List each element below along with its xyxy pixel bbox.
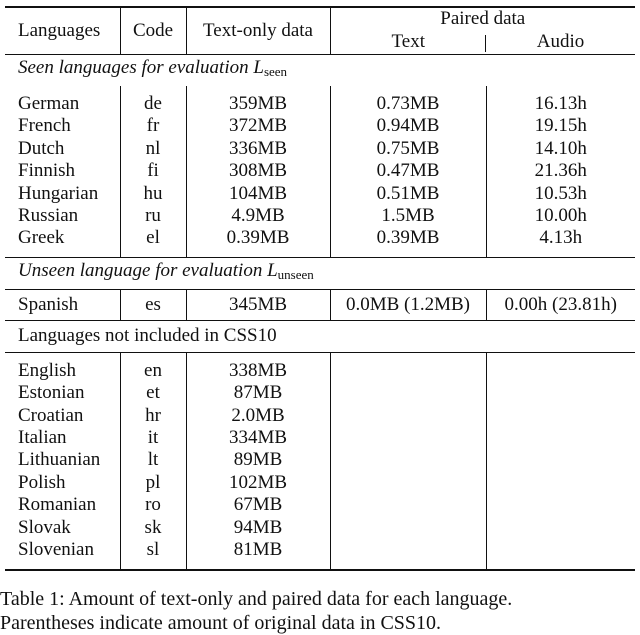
cell-code: et [120, 382, 186, 404]
spacer-cell [186, 86, 330, 93]
cell-code: ro [120, 494, 186, 516]
cell-paired-audio: 10.53h [534, 182, 587, 204]
cell-language: Russian [5, 205, 120, 227]
cell-paired-audio [486, 427, 635, 449]
cell-language: Finnish [5, 160, 120, 182]
cell-code: hr [120, 405, 186, 427]
row-spacer [5, 352, 635, 360]
cell-code: sk [120, 517, 186, 539]
cell-paired-audio: 14.10h [534, 137, 587, 159]
cell-code: fi [120, 160, 186, 182]
cell-paired-audio: 16.13h [534, 93, 587, 114]
table-row [5, 449, 635, 471]
spacer-cell [486, 250, 635, 258]
section-unseen [5, 257, 635, 289]
cell-paired-text [330, 539, 486, 561]
table-body [5, 7, 635, 570]
cell-text-only: 87MB [186, 382, 330, 404]
table-row [5, 115, 635, 137]
spacer-cell [120, 250, 186, 258]
cell-paired-text [330, 382, 486, 404]
header-row-1 [5, 7, 635, 31]
cell-paired-audio [486, 539, 635, 561]
table-row [5, 517, 635, 539]
cell-paired-text [330, 517, 486, 539]
cell-language: Estonian [5, 382, 120, 404]
cell-paired-text: 0.39MB [330, 227, 486, 249]
cell-paired-audio: 0.00h (23.81h) [504, 293, 617, 315]
spacer-cell [5, 250, 120, 258]
table-row [5, 539, 635, 561]
data-table [5, 6, 635, 571]
cell-paired-text [330, 360, 486, 382]
cell-language: Spanish [5, 289, 120, 320]
spacer-cell [486, 352, 635, 360]
cell-paired-text: 0.75MB [330, 138, 486, 160]
cell-language: Greek [5, 227, 120, 249]
cell-code: hu [120, 183, 186, 205]
spacer-cell [330, 86, 486, 93]
cell-language: Lithuanian [5, 449, 120, 471]
header-code: Code [120, 7, 186, 55]
section-seen [5, 55, 635, 87]
cell-paired-text: 0.73MB [330, 93, 486, 115]
table-row [5, 494, 635, 516]
cell-text-only: 67MB [186, 494, 330, 516]
caption-line-1: Table 1: Amount of text-only and paired data for each language. [0, 588, 513, 610]
spacer-cell [486, 86, 635, 93]
cell-text-only: 0.39MB [186, 227, 330, 249]
cell-text-only: 102MB [186, 472, 330, 494]
cell-paired-text: 0.51MB [330, 183, 486, 205]
header-text-only: Text-only data [186, 7, 330, 55]
cell-code: es [120, 289, 186, 320]
spacer-cell [5, 562, 120, 570]
cell-paired-audio [486, 382, 635, 404]
cell-paired-audio [486, 360, 635, 382]
cell-paired-audio [486, 405, 635, 427]
cell-text-only: 308MB [186, 160, 330, 182]
cell-paired-audio: 19.15h [534, 115, 587, 137]
cell-paired-audio: 10.00h [534, 205, 587, 227]
cell-paired-text [330, 427, 486, 449]
cell-paired-text: 0.47MB [330, 160, 486, 182]
cell-language: English [5, 360, 120, 382]
spacer-cell [186, 352, 330, 360]
spacer-cell [120, 86, 186, 93]
cell-text-only: 89MB [186, 449, 330, 471]
table-caption [0, 587, 640, 635]
cell-paired-audio [486, 494, 635, 516]
cell-code: nl [120, 138, 186, 160]
spacer-cell [486, 562, 635, 570]
cell-paired-audio [486, 449, 635, 471]
cell-text-only: 81MB [186, 539, 330, 561]
section-not-included-label: Languages not included in CSS10 [18, 325, 277, 347]
cell-text-only: 336MB [186, 138, 330, 160]
spacer-cell [120, 562, 186, 570]
table-row [5, 382, 635, 404]
cell-paired-audio [486, 472, 635, 494]
cell-text-only: 94MB [186, 517, 330, 539]
cell-language: Hungarian [5, 183, 120, 205]
cell-code: ru [120, 205, 186, 227]
cell-code: el [120, 227, 186, 249]
cell-text-only: 104MB [186, 183, 330, 205]
cell-language: Romanian [5, 494, 120, 516]
table-row [5, 360, 635, 382]
cell-code: it [120, 427, 186, 449]
cell-text-only: 4.9MB [186, 205, 330, 227]
spacer-cell [186, 562, 330, 570]
table-row [5, 227, 635, 249]
table-row [5, 93, 635, 115]
cell-paired-audio [486, 517, 635, 539]
cell-text-only: 2.0MB [186, 405, 330, 427]
cell-language: Slovenian [5, 539, 120, 561]
cell-language: Dutch [5, 138, 120, 160]
cell-language: French [5, 115, 120, 137]
spacer-cell [5, 86, 120, 93]
spacer-cell [330, 250, 486, 258]
table-row [5, 472, 635, 494]
cell-paired-audio: 4.13h [539, 227, 583, 249]
cell-code: lt [120, 449, 186, 471]
table-row [5, 183, 635, 205]
cell-text-only: 359MB [186, 93, 330, 115]
cell-paired-text: 1.5MB [330, 205, 486, 227]
spacer-cell [186, 250, 330, 258]
cell-text-only: 345MB [186, 289, 330, 320]
row-spacer [5, 86, 635, 93]
cell-text-only: 372MB [186, 115, 330, 137]
cell-paired-text [330, 494, 486, 516]
cell-language: Slovak [5, 517, 120, 539]
cell-code: en [120, 360, 186, 382]
data-table-container [5, 6, 635, 571]
cell-paired-text: 0.94MB [330, 115, 486, 137]
row-spacer [5, 250, 635, 258]
table-row [5, 138, 635, 160]
table-row [5, 160, 635, 182]
header-paired-text: Text [330, 31, 486, 55]
cell-text-only: 338MB [186, 360, 330, 382]
cell-paired-text [330, 405, 486, 427]
header-languages: Languages [5, 7, 120, 55]
cell-code: de [120, 93, 186, 115]
table-row [5, 405, 635, 427]
cell-paired-text [330, 472, 486, 494]
section-unseen-label: Unseen language for evaluation Lunseen [18, 260, 314, 283]
section-not-included [5, 320, 635, 352]
table-row [5, 205, 635, 227]
spacer-cell [330, 562, 486, 570]
row-spacer [5, 562, 635, 570]
cell-paired-audio: 21.36h [534, 160, 587, 182]
header-paired: Paired data [440, 8, 526, 30]
header-paired-audio: Audio [536, 31, 585, 53]
cell-text-only: 334MB [186, 427, 330, 449]
spacer-cell [5, 352, 120, 360]
table-row [5, 427, 635, 449]
table-row [5, 289, 635, 320]
cell-language: Polish [5, 472, 120, 494]
cell-paired-text [330, 449, 486, 471]
cell-code: pl [120, 472, 186, 494]
cell-paired-text: 0.0MB (1.2MB) [330, 289, 486, 320]
spacer-cell [120, 352, 186, 360]
cell-language: Italian [5, 427, 120, 449]
section-seen-label: Seen languages for evaluation Lseen [18, 57, 288, 80]
cell-language: German [5, 93, 120, 115]
cell-code: fr [120, 115, 186, 137]
spacer-cell [330, 352, 486, 360]
cell-code: sl [120, 539, 186, 561]
cell-language: Croatian [5, 405, 120, 427]
caption-line-2: Parentheses indicate amount of original data in CSS10. [0, 612, 442, 634]
